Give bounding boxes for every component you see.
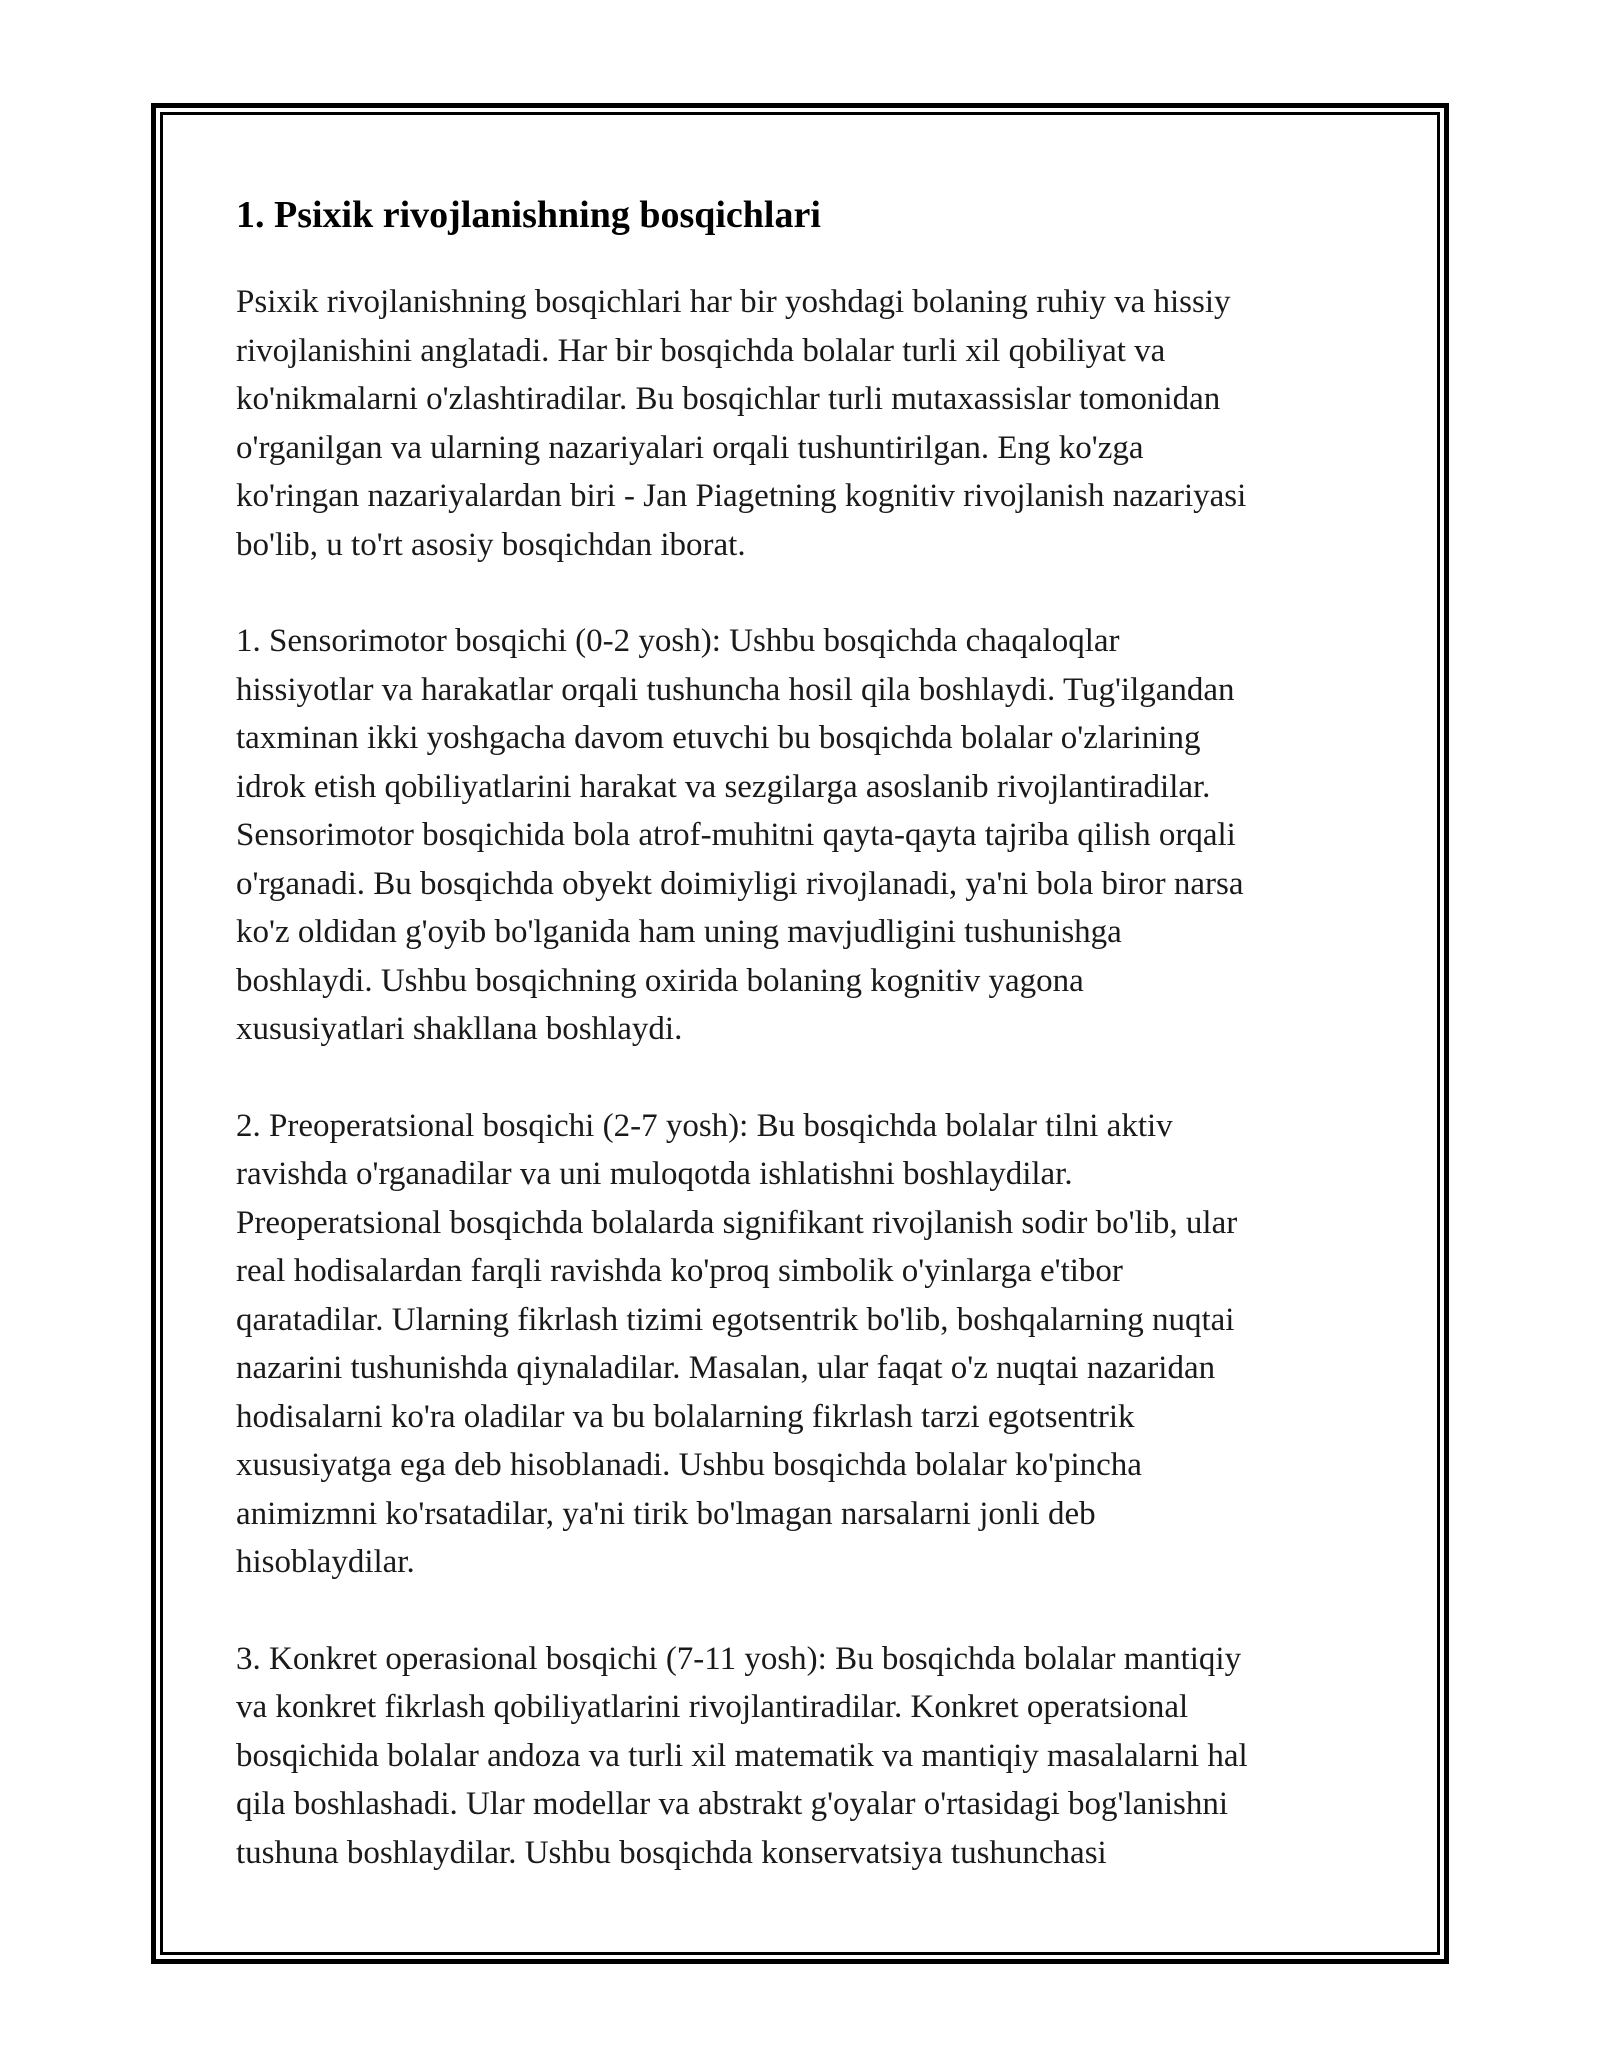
text-line: xususiyatga ega deb hisoblanadi. Ushbu bosqichda bolalar ko'pincha [236, 1447, 1142, 1483]
text-line: 2. Preoperatsional bosqichi (2-7 yosh): Bu bosqichda bolalar tilni aktiv [236, 1107, 1173, 1144]
text-line: Psixik rivojlanishning bosqichlari har bir yoshdagi bolaning ruhiy va hissiy [236, 284, 1231, 320]
text-line: Preoperatsional bosqichda bolalarda signifikant rivojlanish sodir bo'lib, ular [236, 1204, 1238, 1241]
text-line: hisoblaydilar. [236, 1544, 415, 1580]
section-heading: 1. Psixik rivojlanishning bosqichlari [236, 194, 821, 236]
text-line: hissiyotlar va harakatlar orqali tushuncha hosil qila boshlaydi. Tug'ilgandan [236, 671, 1235, 708]
text-line: taxminan ikki yoshgacha davom etuvchi bu bosqichda bolalar o'zlarining [236, 720, 1201, 756]
text-line: boshlaydi. Ushbu bosqichning oxirida bolaning kognitiv yagona [236, 962, 1084, 999]
text-line: tushuna boshlaydilar. Ushbu bosqichda konservatsiya tushunchasi [236, 1834, 1107, 1871]
text-line: ko'nikmalarni o'zlashtiradilar. Bu bosqichlar turli mutaxassislar tomonidan [236, 381, 1221, 417]
text-line: ravishda o'rganadilar va uni muloqotda ishlatishni boshlaydilar. [236, 1156, 1073, 1192]
text-line: qaratadilar. Ularning fikrlash tizimi egotsentrik bo'lib, boshqalarning nuqtai [236, 1301, 1235, 1338]
text-line: animizmni ko'rsatadilar, ya'ni tirik bo'lmagan narsalarni jonli deb [236, 1495, 1096, 1532]
text-line: ko'z oldidan g'oyib bo'lganida ham uning mavjudligini tushunishga [236, 914, 1122, 950]
text-line: Sensorimotor bosqichida bola atrof-muhitni qayta-qayta tajriba qilish orqali [236, 817, 1236, 853]
intro-paragraph [236, 278, 1366, 569]
text-line: xususiyatlari shakllana boshlaydi. [236, 1011, 683, 1047]
text-line: o'rganadi. Bu bosqichda obyekt doimiyligi rivojlanadi, ya'ni bola biror narsa [236, 865, 1244, 902]
text-line: bo'lib, u to'rt asosiy bosqichdan iborat. [236, 526, 746, 563]
text-line: idrok etish qobiliyatlarini harakat va sezgilarga asoslanib rivojlantiradilar. [236, 768, 1211, 805]
text-line: 3. Konkret operasional bosqichi (7-11 yosh): Bu bosqichda bolalar mantiqiy [236, 1640, 1242, 1677]
document-body [236, 186, 1366, 1925]
text-line: real hodisalardan farqli ravishda ko'proq simbolik o'yinlarga e'tibor [236, 1253, 1123, 1289]
preoperational-stage-paragraph [236, 1102, 1366, 1587]
text-line: 1. Sensorimotor bosqichi (0-2 yosh): Ushbu bosqichda chaqaloqlar [236, 623, 1120, 659]
text-line: nazarini tushunishda qiynaladilar. Masalan, ular faqat o'z nuqtai nazaridan [236, 1350, 1216, 1386]
text-line: rivojlanishini anglatadi. Har bir bosqichda bolalar turli xil qobiliyat va [236, 332, 1166, 369]
text-line: o'rganilgan va ularning nazariyalari orqali tushuntirilgan. Eng ko'zga [236, 429, 1144, 466]
sensorimotor-stage-paragraph [236, 617, 1366, 1054]
text-line: hodisalarni ko'ra oladilar va bu bolalarning fikrlash tarzi egotsentrik [236, 1398, 1135, 1435]
text-line: qila boshlashadi. Ular modellar va abstrakt g'oyalar o'rtasidagi bog'lanishni [236, 1786, 1228, 1822]
text-line: va konkret fikrlash qobiliyatlarini rivojlantiradilar. Konkret operatsional [236, 1689, 1189, 1725]
text-line: bosqichida bolalar andoza va turli xil matematik va mantiqiy masalalarni hal [236, 1737, 1248, 1774]
concrete-operational-stage-paragraph [236, 1635, 1366, 1878]
text-line: ko'ringan nazariyalardan biri - Jan Piagetning kognitiv rivojlanish nazariyasi [236, 478, 1247, 514]
